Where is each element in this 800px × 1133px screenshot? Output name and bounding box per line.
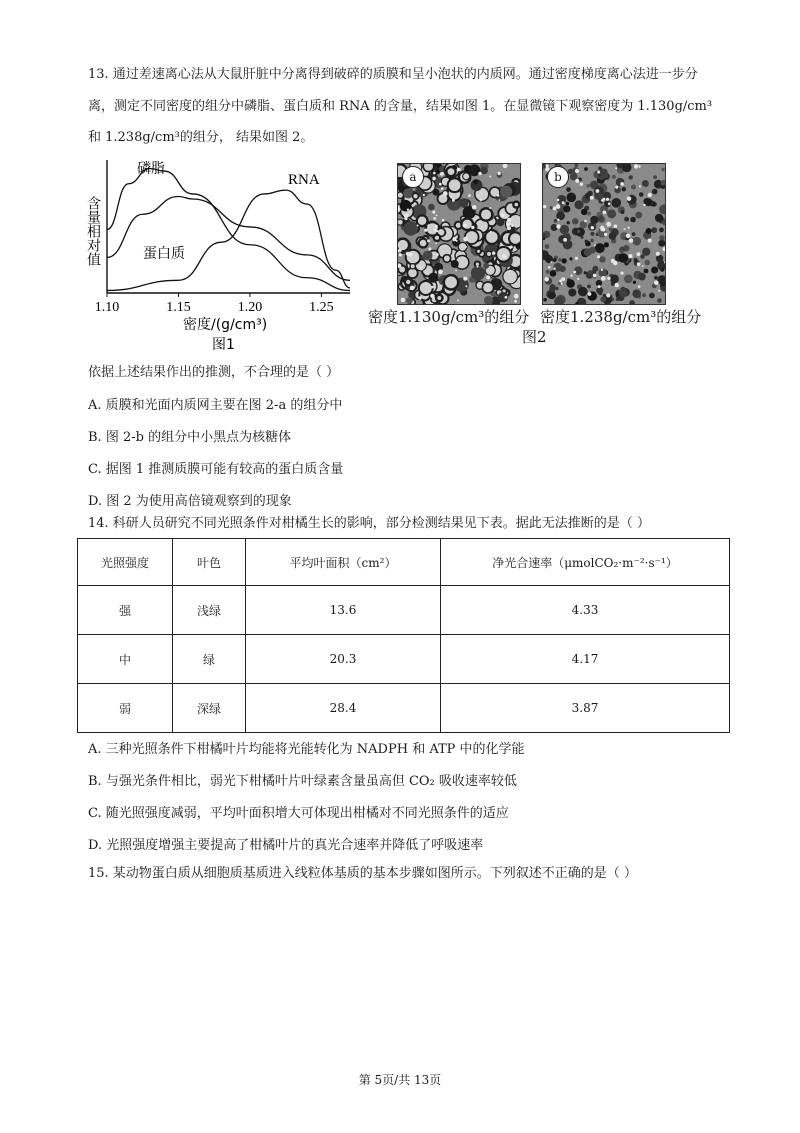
- x-tick-label: 1.25: [309, 300, 334, 315]
- q15-stem: 15. 某动物蛋白质从细胞质基质进入线粒体基质的基本步骤如图所示。下列叙述不正确的是（ ）: [88, 866, 637, 881]
- figure-1-x-label: 密度/(g/cm³): [183, 317, 268, 333]
- q13-prompt: 依据上述结果作出的推测，不合理的是（ ）: [88, 365, 340, 380]
- light-conditions-table: [77, 538, 730, 733]
- table-cell: 弱: [78, 684, 173, 733]
- table-header-row: [78, 539, 730, 586]
- table-cell: 3.87: [441, 684, 730, 733]
- micrograph-b-badge: b: [547, 166, 569, 188]
- micrograph-b-caption: 密度1.238g/cm³的组分: [540, 308, 702, 326]
- table-cell: 4.17: [441, 635, 730, 684]
- table-cell: 28.4: [246, 684, 441, 733]
- table-cell: 深绿: [173, 684, 246, 733]
- figure-1-y-label: 含量相对值: [85, 196, 101, 266]
- figure-1-caption: 图1: [212, 337, 235, 353]
- table-header-cell: 净光合速率（μmolCO₂·m⁻²·s⁻¹）: [441, 539, 730, 586]
- table-cell: 20.3: [246, 635, 441, 684]
- table-row: [78, 586, 730, 635]
- q13-option-a: A. 质膜和光面内质网主要在图 2-a 的组分中: [88, 398, 343, 413]
- table-header-cell: 平均叶面积（cm²）: [246, 539, 441, 586]
- protein-label: 蛋白质: [143, 246, 185, 262]
- table-cell: 浅绿: [173, 586, 246, 635]
- series-line-2: [107, 190, 350, 290]
- micrograph-a-caption: 密度1.130g/cm³的组分: [368, 308, 530, 326]
- figure-1-ticks: [95, 293, 334, 315]
- x-tick-label: 1.20: [237, 300, 263, 315]
- q14-option-b: B. 与强光条件相比，弱光下柑橘叶片叶绿素含量虽高但 CO₂ 吸收速率较低: [88, 774, 517, 789]
- table-cell: 绿: [173, 635, 246, 684]
- figure-1-chart: [85, 158, 360, 358]
- rna-label: RNA: [288, 172, 320, 188]
- q14-option-d: D. 光照强度增强主要提高了柑橘叶片的真光合速率并降低了呼吸速率: [88, 838, 484, 853]
- table-header-cell: 光照强度: [78, 539, 173, 586]
- x-tick-label: 1.15: [166, 300, 191, 315]
- q14-stem: 14. 科研人员研究不同光照条件对柑橘生长的影响，部分检测结果见下表。据此无法推断的是（ ）: [88, 516, 650, 531]
- page-footer: 第 5页/共 13页: [358, 1073, 442, 1087]
- q14-option-c: C. 随光照强度减弱，平均叶面积增大可体现出柑橘对不同光照条件的适应: [88, 806, 509, 821]
- table-row: [78, 635, 730, 684]
- q14-option-a: A. 三种光照条件下柑橘叶片均能将光能转化为 NADPH 和 ATP 中的化学能: [88, 742, 525, 757]
- table-cell: 强: [78, 586, 173, 635]
- q13-option-c: C. 据图 1 推测质膜可能有较高的蛋白质含量: [88, 462, 344, 477]
- table-row: [78, 684, 730, 733]
- table-header-cell: 叶色: [173, 539, 246, 586]
- q13-option-d: D. 图 2 为使用高倍镜观察到的现象: [88, 494, 292, 509]
- q13-stem-line-1: 13. 通过差速离心法从大鼠肝脏中分离得到破碎的质膜和呈小泡状的内质网。通过密度梯度离心法进一步分: [88, 67, 698, 82]
- micrograph-a-badge: a: [402, 166, 424, 188]
- x-tick-label: 1.10: [94, 300, 120, 315]
- q13-stem-line-2: 离，测定不同密度的组分中磷脂、蛋白质和 RNA 的含量，结果如图 1。在显微镜下观察密度为 1.130g/cm³: [88, 99, 713, 114]
- figure-2-caption: 图2: [522, 328, 547, 346]
- table-cell: 中: [78, 635, 173, 684]
- table-cell: 4.33: [441, 586, 730, 635]
- phospholipid-label: 磷脂: [137, 161, 165, 177]
- q13-option-b: B. 图 2-b 的组分中小黑点为核糖体: [88, 430, 292, 445]
- q13-stem-line-3: 和 1.238g/cm³的组分， 结果如图 2。: [88, 130, 314, 145]
- table-cell: 13.6: [246, 586, 441, 635]
